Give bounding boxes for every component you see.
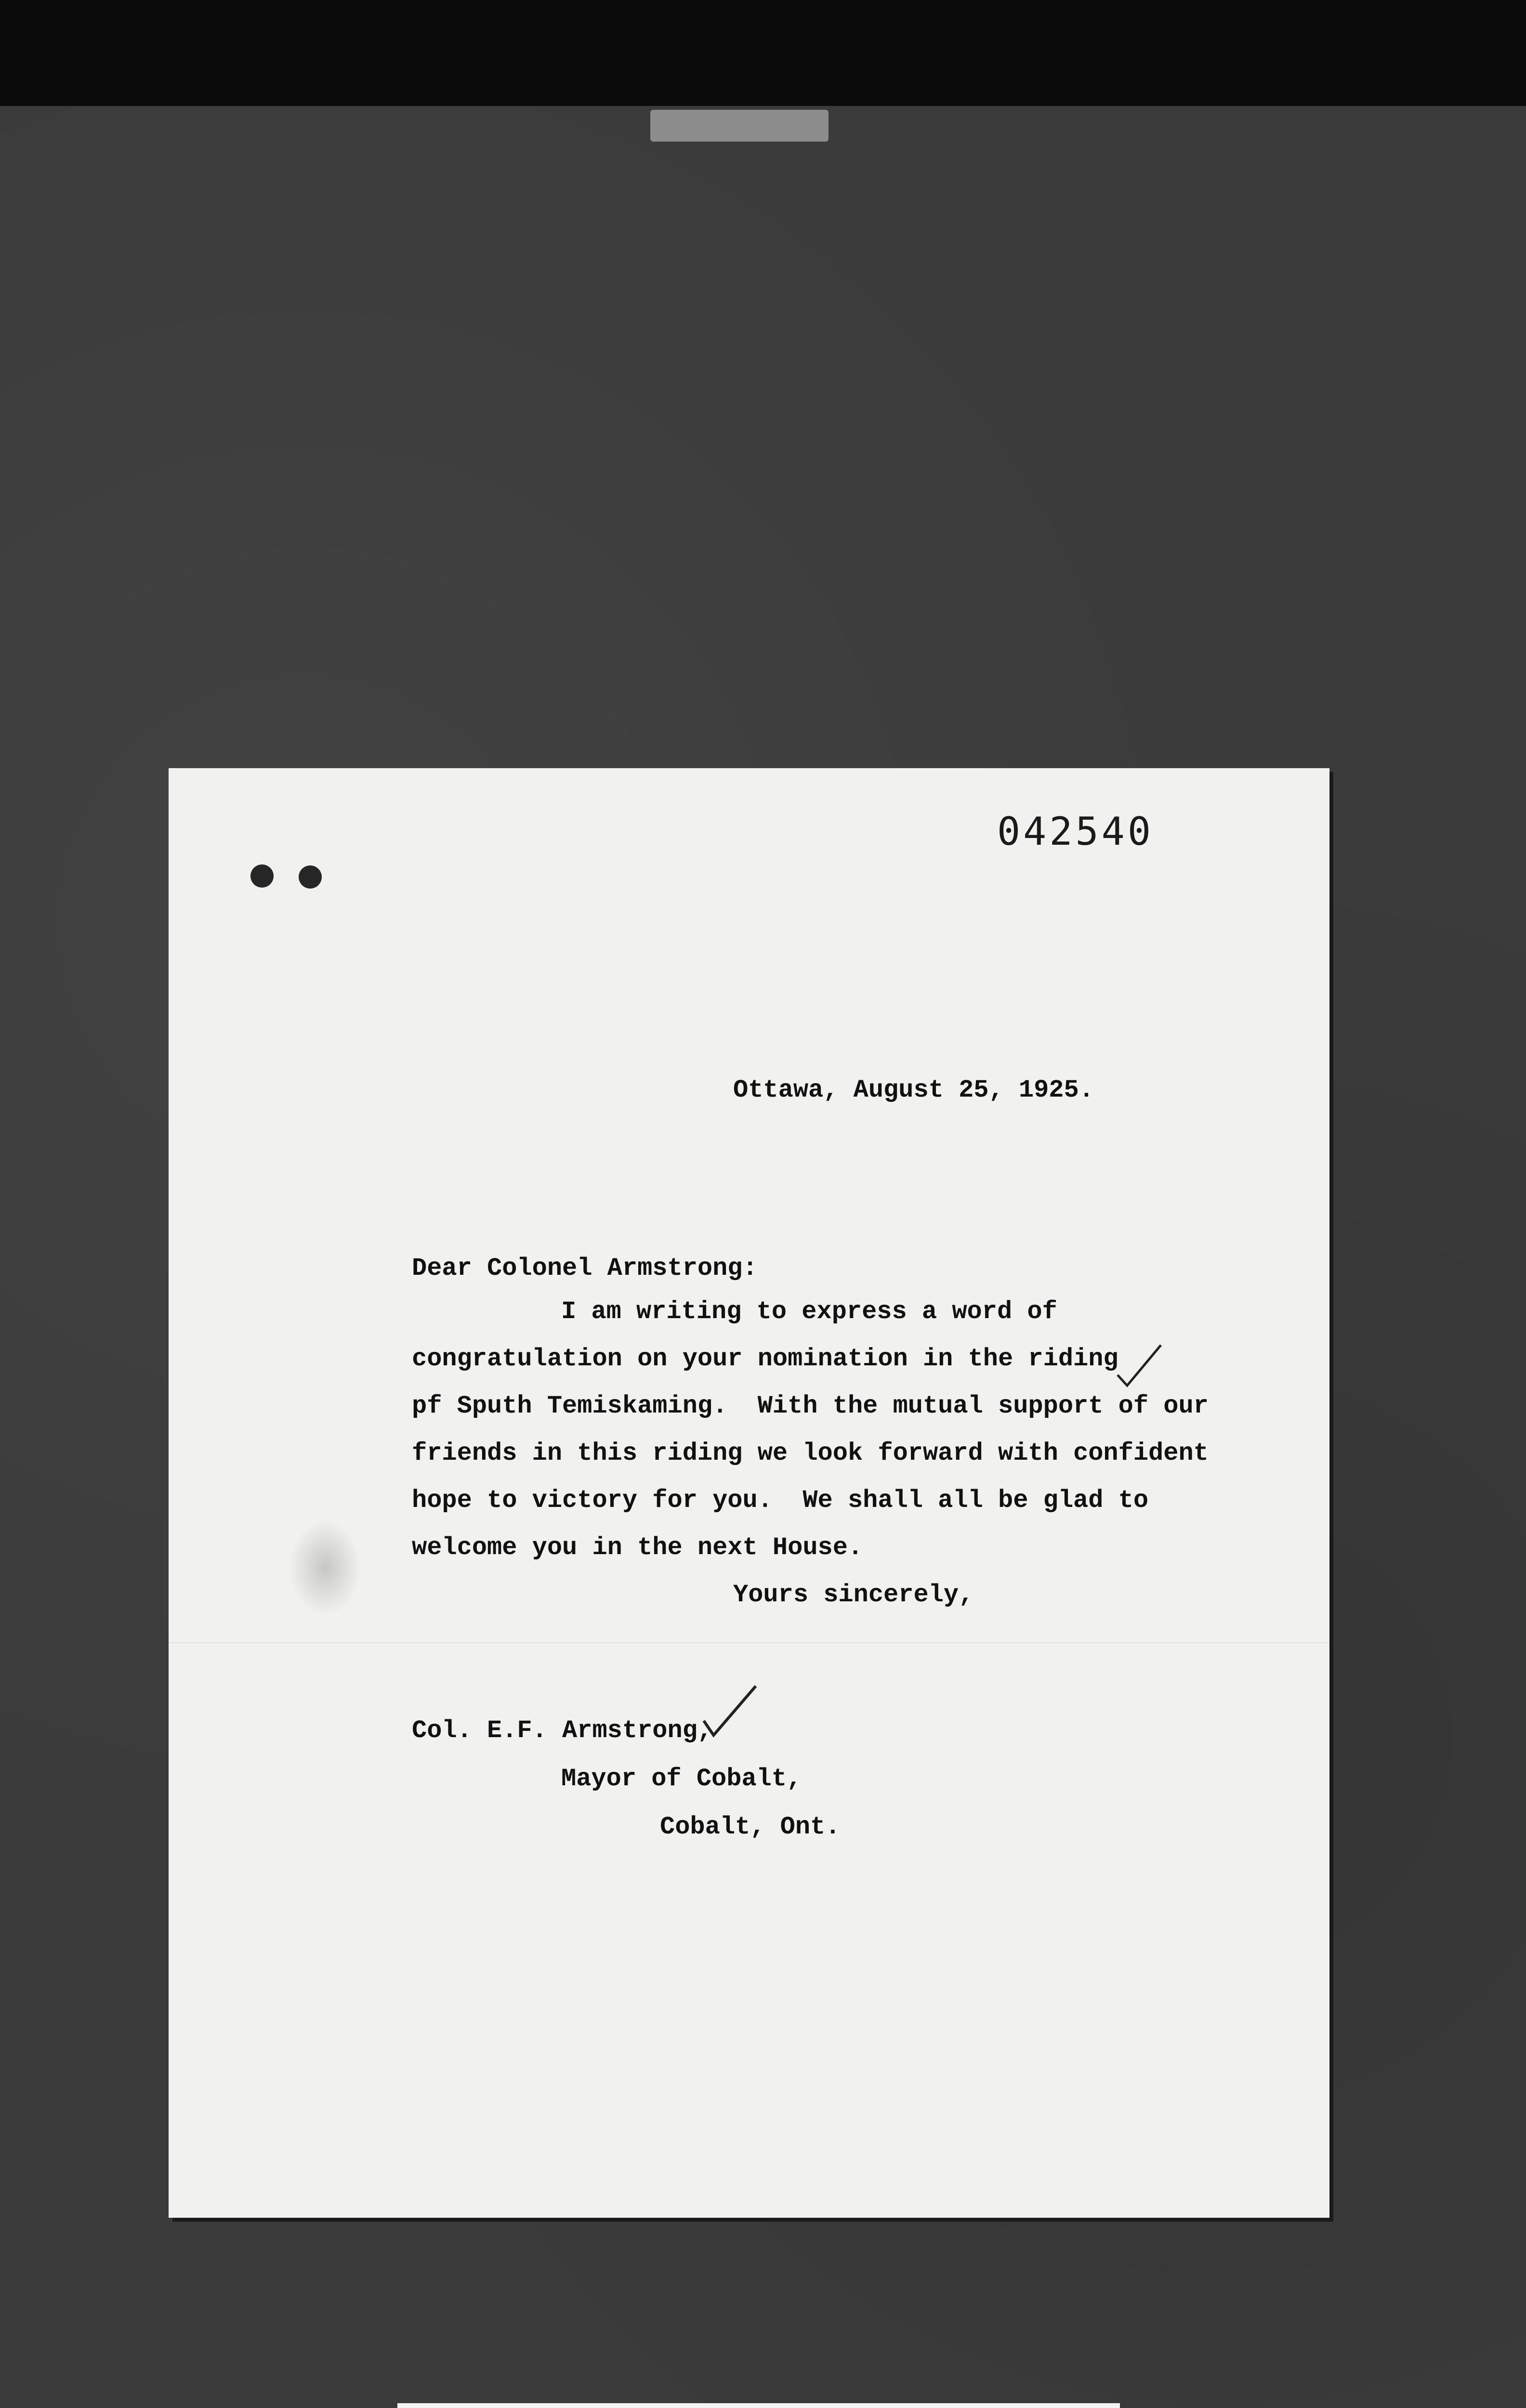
checkmark-icon — [701, 1683, 759, 1741]
ink-smudge — [289, 1519, 361, 1616]
body-line: pf Sputh Temiskaming. With the mutual support of our — [412, 1392, 1209, 1420]
salutation: Dear Colonel Armstrong: — [412, 1254, 758, 1283]
film-top-border — [0, 0, 1526, 106]
punch-hole-left — [250, 864, 274, 888]
recipient-name: Col. E.F. Armstrong, — [412, 1716, 713, 1745]
body-line: welcome you in the next House. — [412, 1533, 863, 1562]
punch-hole-right — [299, 865, 322, 889]
body-line: hope to victory for you. We shall all be glad to — [412, 1486, 1149, 1515]
series-label — [397, 2403, 1120, 2408]
closing: Yours sincerely, — [733, 1581, 974, 1609]
dateline: Ottawa, August 25, 1925. — [733, 1076, 1094, 1104]
recipient-title: Mayor of Cobalt, — [561, 1765, 802, 1793]
checkmark-icon — [1115, 1341, 1163, 1389]
body-line: congratulation on your nomination in the riding — [412, 1345, 1118, 1373]
fold-line — [169, 1642, 1329, 1643]
body-line: friends in this riding we look forward with confident — [412, 1439, 1209, 1467]
recipient-place: Cobalt, Ont. — [660, 1813, 841, 1841]
letter-sheet — [169, 768, 1329, 2218]
document-number: 042540 — [997, 809, 1154, 854]
mounting-clip — [650, 110, 829, 142]
body-line: I am writing to express a word of — [561, 1297, 1057, 1326]
